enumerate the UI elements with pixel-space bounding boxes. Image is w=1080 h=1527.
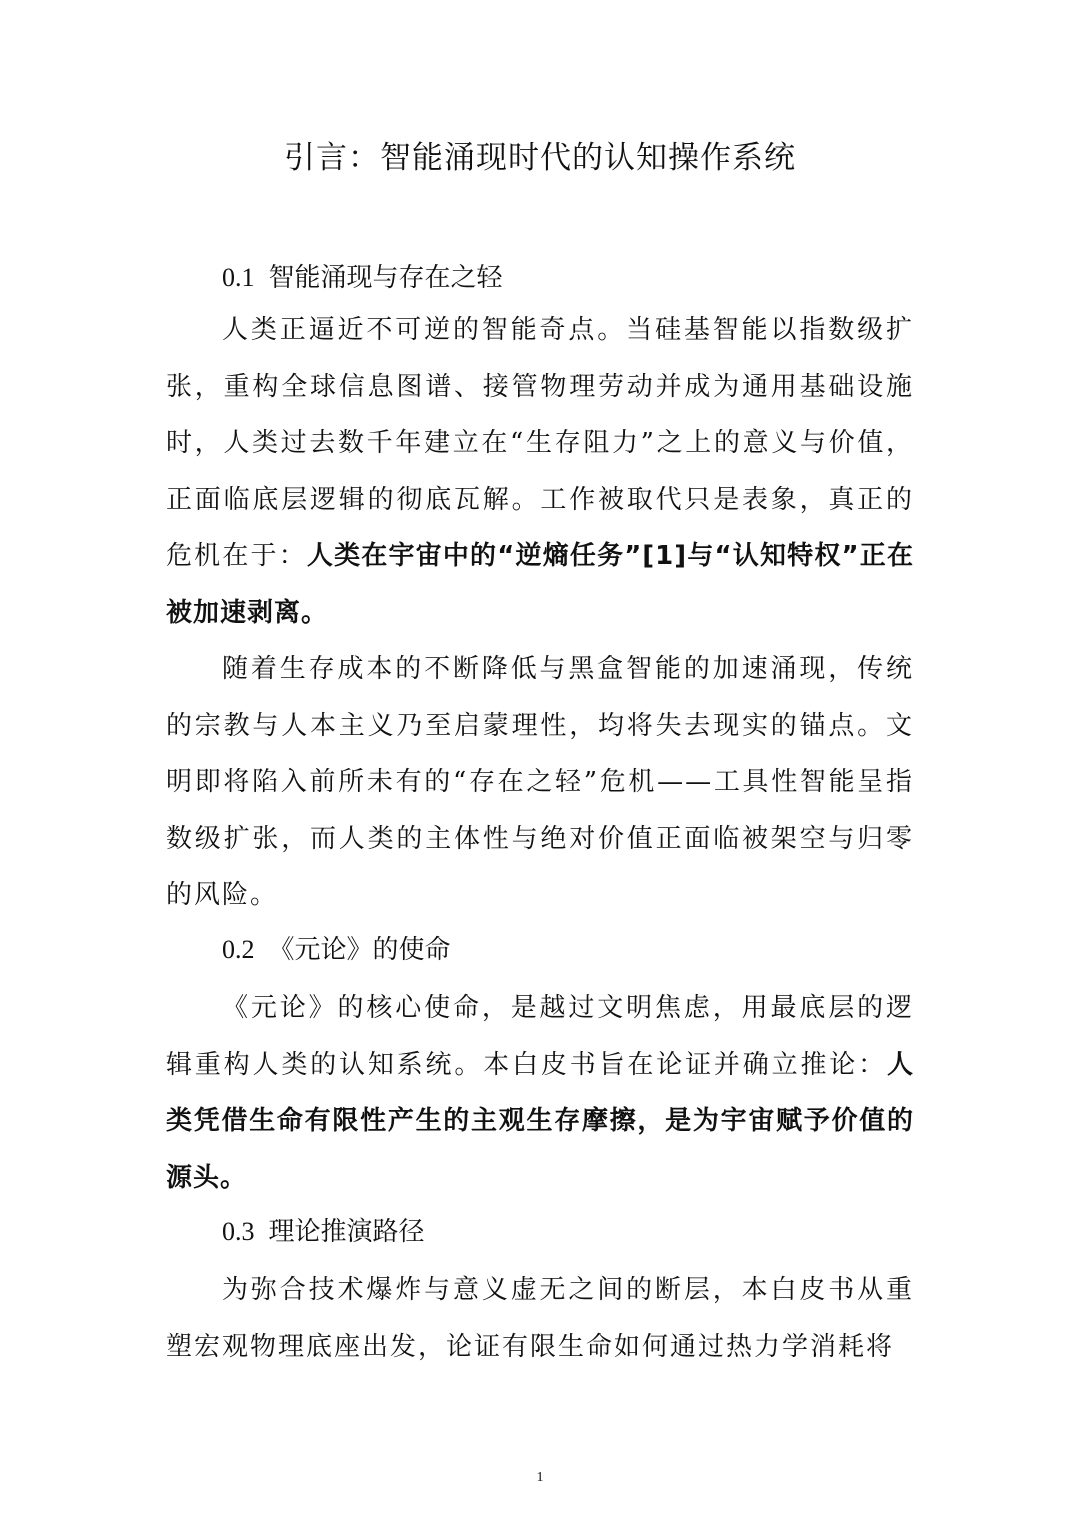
section-heading-0-2 <box>222 930 451 970</box>
paragraph-bold-text: 人类在宇宙中的“逆熵任务”[1]与“认知特权”正在被加速剥离。 <box>166 541 914 628</box>
section-title: 智能涌现与存在之轻 <box>268 263 503 293</box>
paragraph-bold-text: 人类凭借生命有限性产生的主观生存摩擦，是为宇宙赋予价值的源头。 <box>166 1049 914 1193</box>
paragraph <box>166 1262 914 1375</box>
paragraph <box>166 641 914 924</box>
paragraph <box>166 980 914 1206</box>
paragraph-text: 随着生存成本的不断降低与黑盒智能的加速涌现，传统的宗教与人本主义乃至启蒙理性，均将失去现实的锚点。文明即将陷入前所未有的“存在之轻”危机——工具性智能呈指数级扩张，而人类的主体性与绝对价值正面临被架空与归零的风险。 <box>166 654 914 910</box>
section-heading-0-3 <box>222 1212 425 1252</box>
paragraph-text: 人类正逼近不可逆的智能奇点。当硅基智能以指数级扩张，重构全球信息图谱、接管物理劳动并成为通用基础设施时，人类过去数千年建立在“生存阻力”之上的意义与价值，正面临底层逻辑的彻底瓦解。工作被取代只是表象，真正的危机在于： <box>166 315 914 571</box>
page-title: 引言：智能涌现时代的认知操作系统 <box>284 140 796 176</box>
paragraph-text: 《元论》的核心使命，是越过文明焦虑，用最底层的逻辑重构人类的认知系统。本白皮书旨在论证并确立推论： <box>166 993 914 1080</box>
section-title: 《元论》的使命 <box>268 935 451 965</box>
section-number: 0.3 <box>222 1217 255 1246</box>
paragraph-text: 为弥合技术爆炸与意义虚无之间的断层，本白皮书从重塑宏观物理底座出发，论证有限生命如何通过热力学消耗将 <box>166 1275 914 1362</box>
section-number: 0.1 <box>222 263 255 292</box>
paragraph <box>166 302 914 641</box>
page-number: 1 <box>536 1470 544 1485</box>
section-title: 理论推演路径 <box>268 1217 425 1247</box>
section-number: 0.2 <box>222 935 255 964</box>
section-heading-0-1 <box>222 258 503 298</box>
